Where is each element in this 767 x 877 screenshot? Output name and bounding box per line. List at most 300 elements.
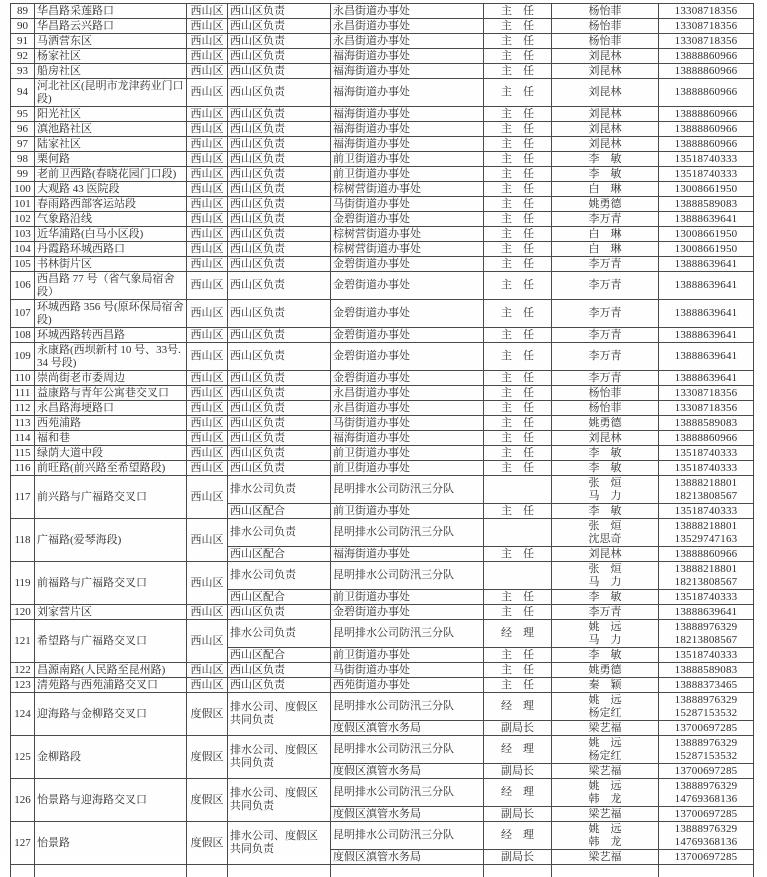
cell-row-number: 122 [11,663,35,678]
cell-phone-number-line: 13888639641 [661,350,751,363]
cell-person-name [552,605,659,620]
cell-person-name [552,343,659,371]
cell-person-name-line: 李万青 [554,279,656,292]
cell-person-name [552,678,659,693]
cell-person-name [552,300,659,328]
cell-person-name [552,107,659,122]
cell-phone-number [659,122,754,137]
cell-responsibility: 西山区负责 [228,227,331,242]
cell-person-name-line: 杨怡菲 [554,20,656,33]
cell-phone-number-line: 13888639641 [661,606,751,619]
cell-district: 西山区 [187,476,228,519]
cell-responsibility: 西山区负责 [228,212,331,227]
cell-office: 前卫街道办事处 [331,504,484,519]
cell-person-name-line: 韩 龙 [554,793,656,806]
cell-person-name [552,242,659,257]
cell-phone-number-line: 13888860966 [661,432,751,445]
cell-office: 金碧街道办事处 [331,343,484,371]
cell-district: 西山区 [187,242,228,257]
cell-phone-number [659,34,754,49]
cell-location: 船房社区 [35,64,187,79]
cell-location: 福和巷 [35,431,187,446]
cell-phone-number-line: 13518740333 [661,505,751,518]
cell-phone-number [659,562,754,590]
cell-district: 西山区 [187,416,228,431]
cell-location: 华昌路采莲路口 [35,4,187,19]
cell-phone-number-line: 13888639641 [661,258,751,271]
cell-phone-number-line: 13888860966 [661,123,751,136]
cell-office: 马街街道办事处 [331,197,484,212]
cell-office: 金碧街道办事处 [331,212,484,227]
cell-row-number: 113 [11,416,35,431]
table-row [11,4,754,19]
cell-phone-number-line: 13888860966 [661,86,751,99]
cell-phone-number [659,504,754,519]
cell-row-number: 127 [11,822,35,865]
table-row [11,182,754,197]
cell-office: 昆明排水公司防汛三分队 [331,693,484,721]
cell-office: 度假区滇管水务局 [331,807,484,822]
cell-location: 清苑路与西苑浦路交叉口 [35,678,187,693]
cell-phone-number-line: 13308718356 [661,387,751,400]
cell-phone-number-line: 13700697285 [661,808,751,821]
cell-person-name [552,721,659,736]
cell-office: 昆明排水公司防汛三分队 [331,779,484,807]
cell-phone-number-line: 13888218801 [661,477,751,490]
table-row [11,19,754,34]
cell-row-number: 123 [11,678,35,693]
cell-title: 主 任 [484,49,552,64]
cell-title: 主 任 [484,152,552,167]
table-row [11,663,754,678]
cell-phone-number-line: 13888860966 [661,548,751,561]
cell-phone-number-line: 13888218801 [661,563,751,576]
cell-phone-number-line: 18213808567 [661,634,751,647]
cell-location: 春雨路西部客运站段 [35,197,187,212]
cell-row-number: 97 [11,137,35,152]
cell-office: 棕树营街道办事处 [331,182,484,197]
cell-district: 西山区 [187,19,228,34]
cell-phone-number [659,272,754,300]
cell-title [484,476,552,504]
cell-location: 昌源南路(人民路至昆州路) [35,663,187,678]
cell-responsibility: 西山区负责 [228,34,331,49]
cell-title: 主 任 [484,678,552,693]
cell-phone-number-line: 13008661950 [661,228,751,241]
cell-person-name-line: 李 敏 [554,462,656,475]
cell-district: 西山区 [187,386,228,401]
cell-location: 近华浦路(白马小区段) [35,227,187,242]
table-body [11,4,754,877]
table-row [11,300,754,328]
cell-phone-number [659,152,754,167]
cell-responsibility: 西山区负责 [228,167,331,182]
cell-phone-number-line: 13308718356 [661,5,751,18]
cell-location: 永昌路海埂路口 [35,401,187,416]
table-row [11,167,754,182]
cell-person-name-line: 韩 龙 [554,836,656,849]
cell-responsibility: 西山区负责 [228,49,331,64]
table-row [11,386,754,401]
table-row [11,79,754,107]
cell-row-number: 99 [11,167,35,182]
cell-person-name-line: 刘昆林 [554,138,656,151]
cell-location: 怡景路与迎海路交叉口 [35,779,187,822]
cell-title: 主 任 [484,197,552,212]
cell-person-name-line: 姚 远 [554,694,656,707]
cell-district: 西山区 [187,371,228,386]
cell-office: 前卫街道办事处 [331,152,484,167]
cell-phone-number [659,182,754,197]
cell-phone-number [659,167,754,182]
cell-phone-number [659,64,754,79]
cell-location: 气象路沿线 [35,212,187,227]
cell-phone-number-line: 15287153532 [661,750,751,763]
cell-row-number: 101 [11,197,35,212]
table-row [11,822,754,850]
cell-phone-number-line: 13308718356 [661,402,751,415]
table-row [11,212,754,227]
cell-phone-number [659,137,754,152]
cell-phone-number [659,648,754,663]
cell-row-number: 119 [11,562,35,605]
cell-office: 福海街道办事处 [331,122,484,137]
cell-responsibility: 西山区负责 [228,446,331,461]
cell-phone-number-line: 13888218801 [661,520,751,533]
cell-row-number: 89 [11,4,35,19]
cell-person-name-line: 马 力 [554,576,656,589]
cell-row-number: 110 [11,371,35,386]
cell-title: 主 任 [484,547,552,562]
cell-office: 度假区滇管水务局 [331,764,484,779]
cell-person-name [552,272,659,300]
cell-person-name [552,807,659,822]
cell-row-number: 95 [11,107,35,122]
cell-district: 西山区 [187,227,228,242]
cell-person-name [552,764,659,779]
cell-office: 前卫街道办事处 [331,461,484,476]
table-row [11,401,754,416]
cell-phone-number [659,212,754,227]
cell-location: 迎海路与金柳路交叉口 [35,693,187,736]
cell-title: 主 任 [484,461,552,476]
cell-location: 广福路(爱琴海段) [35,519,187,562]
cell-phone-number-line: 13518740333 [661,462,751,475]
cell-phone-number [659,257,754,272]
cell-office: 永昌街道办事处 [331,4,484,19]
cell-phone-number-line: 13518740333 [661,447,751,460]
cell-person-name-line: 刘昆林 [554,123,656,136]
cell-district: 西山区 [187,122,228,137]
cell-phone-number-line: 13888976329 [661,823,751,836]
cell-title: 主 任 [484,227,552,242]
cell-responsibility: 西山区负责 [228,272,331,300]
cell-person-name-line: 梁艺福 [554,851,656,864]
cell-row-number: 107 [11,300,35,328]
cell-district: 西山区 [187,663,228,678]
cell-title: 主 任 [484,257,552,272]
cell-row-number: 114 [11,431,35,446]
cell-phone-number [659,107,754,122]
cell-location: 河北社区(昆明市龙津药业门口段) [35,79,187,107]
table-row [11,519,754,547]
cell-responsibility: 西山区负责 [228,401,331,416]
cell-title: 主 任 [484,182,552,197]
cell-district: 西山区 [187,152,228,167]
cell-phone-number [659,401,754,416]
cell-title: 主 任 [484,590,552,605]
cell-person-name-line: 梁艺福 [554,808,656,821]
cell-office: 昆明排水公司防汛三分队 [331,476,484,504]
cell-person-name-line: 李万青 [554,372,656,385]
cell-phone-number [659,197,754,212]
cell-district: 西山区 [187,212,228,227]
cell-responsibility: 排水公司、度假区共同负责 [228,693,331,736]
cell-row-number: 91 [11,34,35,49]
cell-office: 福海街道办事处 [331,547,484,562]
cell-responsibility: 西山区负责 [228,416,331,431]
cell-phone-number [659,242,754,257]
cell-phone-number-line: 13888589083 [661,198,751,211]
cell-person-name-line: 李万青 [554,606,656,619]
cell-responsibility: 西山区负责 [228,605,331,620]
cell-person-name [552,431,659,446]
cell-phone-number-line: 13518740333 [661,591,751,604]
cell-district: 西山区 [187,107,228,122]
cell-office: 金碧街道办事处 [331,328,484,343]
cell-person-name [552,386,659,401]
cell-phone-number [659,19,754,34]
cell-phone-number-line: 13518740333 [661,153,751,166]
cell-responsibility: 西山区负责 [228,152,331,167]
cell-district: 西山区 [187,461,228,476]
cell-office: 前卫街道办事处 [331,167,484,182]
cell-phone-number-line: 13700697285 [661,722,751,735]
cell-phone-number-line: 13888639641 [661,372,751,385]
cell-district: 西山区 [187,562,228,605]
cell-district: 西山区 [187,257,228,272]
cell-person-name [552,328,659,343]
cell-responsibility: 西山区配合 [228,547,331,562]
cell-title: 主 任 [484,446,552,461]
cell-location: 滇池路社区 [35,122,187,137]
flood-contact-table [10,3,754,877]
cell-location: 益康路与青年公寓巷交叉口 [35,386,187,401]
cell-district: 西山区 [187,446,228,461]
cell-location: 杨家社区 [35,49,187,64]
cell-phone-number [659,721,754,736]
cell-empty [35,865,187,877]
cell-title: 主 任 [484,4,552,19]
cell-phone-number-line: 13888860966 [661,108,751,121]
cell-person-name [552,49,659,64]
cell-person-name-line: 李万青 [554,307,656,320]
cell-phone-number [659,446,754,461]
cell-phone-number-line: 13518740333 [661,649,751,662]
cell-person-name-line: 李万青 [554,258,656,271]
cell-person-name-line: 李 敏 [554,168,656,181]
cell-district: 西山区 [187,4,228,19]
cell-phone-number [659,850,754,865]
cell-person-name [552,371,659,386]
cell-responsibility: 西山区负责 [228,107,331,122]
cell-location: 环城西路转西昌路 [35,328,187,343]
cell-phone-number [659,79,754,107]
cell-location: 前旺路(前兴路至希望路段) [35,461,187,476]
cell-office: 永昌街道办事处 [331,34,484,49]
cell-phone-number [659,590,754,605]
cell-title [484,562,552,590]
cell-office: 永昌街道办事处 [331,386,484,401]
cell-row-number: 112 [11,401,35,416]
table-row [11,152,754,167]
cell-person-name-line: 沈思奇 [554,533,656,546]
cell-row-number: 126 [11,779,35,822]
cell-title: 经 理 [484,736,552,764]
cell-row-number: 98 [11,152,35,167]
table-row [11,562,754,590]
cell-person-name-line: 张 烜 [554,563,656,576]
cell-phone-number [659,227,754,242]
cell-title: 主 任 [484,167,552,182]
cell-person-name [552,64,659,79]
cell-row-number: 109 [11,343,35,371]
cell-location: 前福路与广福路交叉口 [35,562,187,605]
cell-row-number: 100 [11,182,35,197]
cell-phone-number [659,328,754,343]
cell-person-name-line: 张 烜 [554,477,656,490]
cell-phone-number-line: 13308718356 [661,20,751,33]
cell-title: 主 任 [484,64,552,79]
cell-title: 经 理 [484,779,552,807]
cell-person-name [552,850,659,865]
cell-title: 主 任 [484,272,552,300]
cell-office: 前卫街道办事处 [331,648,484,663]
cell-phone-number [659,779,754,807]
cell-responsibility: 西山区负责 [228,19,331,34]
cell-title: 副局长 [484,850,552,865]
cell-district: 西山区 [187,79,228,107]
cell-location: 丹霞路环城西路口 [35,242,187,257]
cell-district: 度假区 [187,822,228,865]
cell-row-number: 105 [11,257,35,272]
cell-responsibility: 西山区负责 [228,300,331,328]
cell-row-number: 118 [11,519,35,562]
cell-district: 西山区 [187,343,228,371]
cell-title: 主 任 [484,663,552,678]
cell-phone-number [659,620,754,648]
cell-person-name [552,137,659,152]
cell-phone-number-line: 18213808567 [661,490,751,503]
cell-person-name [552,822,659,850]
cell-phone-number-line: 13888639641 [661,279,751,292]
cell-phone-number-line: 13008661950 [661,183,751,196]
cell-office: 福海街道办事处 [331,107,484,122]
cell-phone-number [659,343,754,371]
table-row [11,620,754,648]
cell-office: 度假区滇管水务局 [331,721,484,736]
cell-phone-number-line: 13888976329 [661,780,751,793]
cell-person-name [552,620,659,648]
cell-phone-number [659,431,754,446]
cell-person-name [552,461,659,476]
cell-person-name [552,779,659,807]
cell-title: 主 任 [484,107,552,122]
table-row [11,272,754,300]
cell-title: 主 任 [484,605,552,620]
cell-responsibility: 西山区负责 [228,678,331,693]
cell-person-name [552,19,659,34]
cell-responsibility: 西山区负责 [228,343,331,371]
cell-phone-number [659,822,754,850]
cell-location: 马洒营东区 [35,34,187,49]
cell-district: 西山区 [187,49,228,64]
cell-person-name-line: 张 烜 [554,520,656,533]
cell-person-name-line: 杨怡菲 [554,402,656,415]
cell-empty [228,865,331,877]
cell-phone-number-line: 13888976329 [661,694,751,707]
cell-phone-number [659,736,754,764]
cell-title: 主 任 [484,416,552,431]
cell-location: 刘家营片区 [35,605,187,620]
cell-phone-number [659,476,754,504]
cell-person-name-line: 姚勇德 [554,664,656,677]
cell-district: 西山区 [187,519,228,562]
cell-person-name-line: 梁艺福 [554,765,656,778]
cell-office: 马街街道办事处 [331,663,484,678]
cell-responsibility: 西山区负责 [228,663,331,678]
cell-district: 度假区 [187,693,228,736]
cell-district: 西山区 [187,605,228,620]
cell-person-name-line: 李万青 [554,329,656,342]
table-row [11,34,754,49]
cell-location: 希望路与广福路交叉口 [35,620,187,663]
cell-title: 主 任 [484,431,552,446]
cell-district: 西山区 [187,328,228,343]
cell-district: 西山区 [187,678,228,693]
cell-title: 副局长 [484,721,552,736]
cell-title [484,519,552,547]
cell-person-name-line: 李 敏 [554,649,656,662]
cell-row-number: 103 [11,227,35,242]
cell-responsibility: 西山区负责 [228,182,331,197]
cell-person-name-line: 秦 颖 [554,679,656,692]
cell-person-name [552,152,659,167]
cell-title: 主 任 [484,34,552,49]
cell-responsibility: 排水公司、度假区共同负责 [228,736,331,779]
table-row [11,446,754,461]
cell-phone-number-line: 13529747163 [661,533,751,546]
cell-person-name [552,476,659,504]
cell-person-name-line: 姚勇德 [554,417,656,430]
cell-phone-number-line: 13888860966 [661,50,751,63]
cell-district: 西山区 [187,64,228,79]
cell-phone-number [659,386,754,401]
cell-office: 金碧街道办事处 [331,257,484,272]
cell-row-number: 90 [11,19,35,34]
cell-responsibility: 西山区负责 [228,257,331,272]
cell-district: 西山区 [187,197,228,212]
cell-location: 大观路 43 医院段 [35,182,187,197]
cell-row-number: 108 [11,328,35,343]
cell-responsibility: 西山区配合 [228,648,331,663]
cell-row-number: 104 [11,242,35,257]
cell-person-name [552,648,659,663]
cell-person-name [552,547,659,562]
table-row [11,476,754,504]
cell-responsibility: 西山区负责 [228,79,331,107]
cell-district: 西山区 [187,137,228,152]
